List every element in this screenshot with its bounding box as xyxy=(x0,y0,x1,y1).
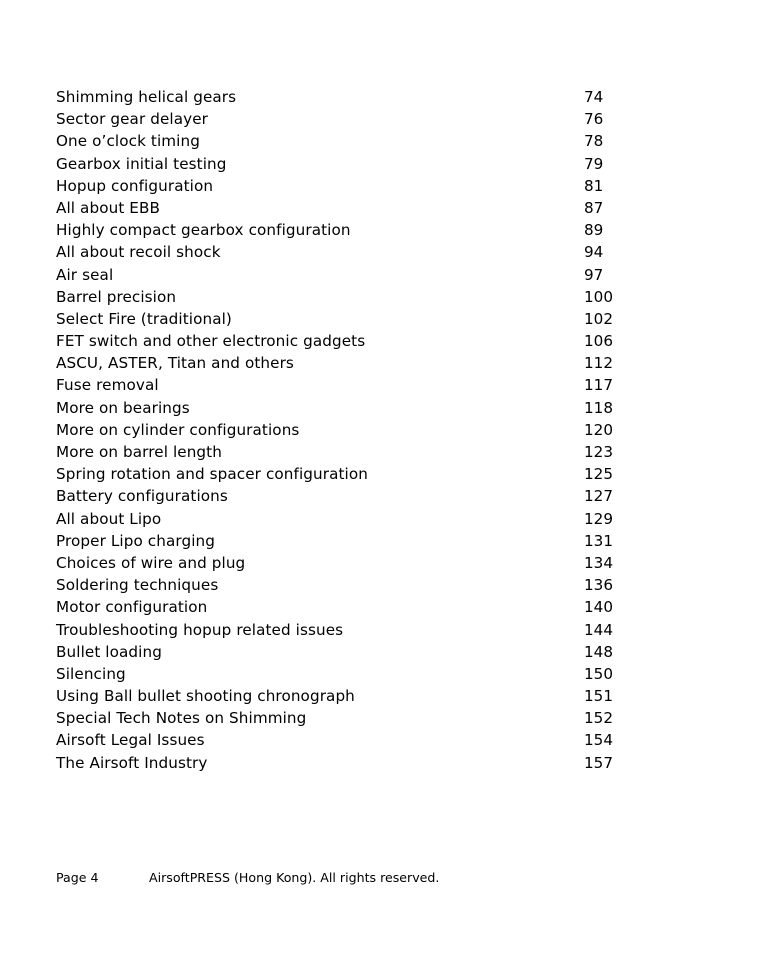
toc-entry-title: Select Fire (traditional) xyxy=(56,309,232,328)
toc-entry-page-number: 120 xyxy=(584,420,613,439)
toc-entry-title: Airsoft Legal Issues xyxy=(56,731,205,750)
toc-entry[interactable] xyxy=(56,197,656,219)
toc-entry-page-number: 144 xyxy=(584,620,613,639)
toc-entry-title: Using Ball bullet shooting chronograph xyxy=(56,687,355,706)
toc-entry[interactable] xyxy=(56,86,656,108)
toc-entry-page-number: 112 xyxy=(584,354,613,373)
toc-entry-inner xyxy=(56,175,656,197)
toc-entry-inner xyxy=(56,308,656,330)
toc-entry-page-number: 100 xyxy=(584,287,613,306)
toc-entry-inner xyxy=(56,397,656,419)
toc-entry-page-number: 76 xyxy=(584,110,604,129)
toc-entry-title: More on cylinder configurations xyxy=(56,420,300,439)
toc-entry[interactable] xyxy=(56,641,656,663)
toc-entry-title: Spring rotation and spacer configuration xyxy=(56,465,368,484)
toc-entry[interactable] xyxy=(56,397,656,419)
toc-entry-page-number: 151 xyxy=(584,687,613,706)
toc-entry-page-number: 154 xyxy=(584,731,613,750)
toc-entry-inner xyxy=(56,286,656,308)
toc-entry-page-number: 152 xyxy=(584,709,613,728)
toc-entry[interactable] xyxy=(56,108,656,130)
toc-entry-title: The Airsoft Industry xyxy=(56,753,208,772)
toc-entry-page-number: 118 xyxy=(584,398,613,417)
toc-entry-title: Highly compact gearbox configuration xyxy=(56,221,351,240)
toc-entry[interactable] xyxy=(56,153,656,175)
toc-entry-title: All about recoil shock xyxy=(56,243,221,262)
toc-entry-title: Silencing xyxy=(56,664,126,683)
toc-entry[interactable] xyxy=(56,419,656,441)
toc-entry[interactable] xyxy=(56,729,656,751)
toc-entry-page-number: 136 xyxy=(584,576,613,595)
toc-entry-page-number: 79 xyxy=(584,154,604,173)
toc-entry-inner xyxy=(56,86,656,108)
toc-entry[interactable] xyxy=(56,175,656,197)
toc-entry-inner xyxy=(56,508,656,530)
toc-entry-inner xyxy=(56,707,656,729)
toc-entry-title: All about Lipo xyxy=(56,509,162,528)
toc-entry-inner xyxy=(56,619,656,641)
toc-entry-page-number: 123 xyxy=(584,443,613,461)
toc-entry[interactable] xyxy=(56,308,656,330)
toc-entry-title: Troubleshooting hopup related issues xyxy=(56,620,344,639)
table-of-contents xyxy=(56,86,656,774)
toc-entry-page-number: 131 xyxy=(584,531,613,550)
footer-page-label: Page 4 xyxy=(56,870,99,885)
toc-entry-inner xyxy=(56,641,656,663)
toc-entry[interactable] xyxy=(56,374,656,396)
toc-entry-inner xyxy=(56,574,656,596)
toc-entry-inner xyxy=(56,352,656,374)
toc-entry-title: FET switch and other electronic gadgets xyxy=(56,332,366,351)
toc-entry-title: Motor configuration xyxy=(56,598,208,617)
toc-entry-inner xyxy=(56,685,656,707)
toc-entry-page-number: 134 xyxy=(584,553,613,572)
toc-entry[interactable] xyxy=(56,352,656,374)
toc-entry-title: Gearbox initial testing xyxy=(56,154,227,173)
toc-entry-title: Bullet loading xyxy=(56,642,162,661)
toc-entry-page-number: 94 xyxy=(584,243,604,262)
toc-entry-title: Soldering techniques xyxy=(56,576,219,595)
toc-entry-inner xyxy=(56,463,656,485)
toc-entry-inner xyxy=(56,663,656,685)
toc-entry[interactable] xyxy=(56,219,656,241)
toc-entry[interactable] xyxy=(56,596,656,618)
toc-entry-page-number: 97 xyxy=(584,265,604,284)
toc-entry-title: Special Tech Notes on Shimming xyxy=(56,709,307,728)
toc-entry-page-number: 140 xyxy=(584,598,613,617)
toc-entry-inner xyxy=(56,108,656,130)
toc-entry[interactable] xyxy=(56,130,656,152)
toc-entry-title: One o’clock timing xyxy=(56,132,200,151)
toc-entry-inner xyxy=(56,219,656,241)
page-footer xyxy=(56,870,676,885)
toc-entry-page-number: 150 xyxy=(584,664,613,683)
toc-entry-title: Sector gear delayer xyxy=(56,110,209,129)
toc-entry-page-number: 89 xyxy=(584,221,604,240)
toc-entry[interactable] xyxy=(56,707,656,729)
toc-entry-inner xyxy=(56,153,656,175)
toc-entry-title: Fuse removal xyxy=(56,376,159,395)
toc-entry-title: More on bearings xyxy=(56,398,190,417)
toc-entry[interactable] xyxy=(56,330,656,352)
toc-entry-title: Hopup configuration xyxy=(56,176,214,195)
toc-entry-title: Shimming helical gears xyxy=(56,88,237,106)
footer-copyright: AirsoftPRESS (Hong Kong). All rights reserved. xyxy=(149,870,440,885)
toc-entry-page-number: 78 xyxy=(584,132,604,151)
toc-entry-title: Barrel precision xyxy=(56,287,177,306)
toc-entry-page-number: 81 xyxy=(584,176,604,195)
toc-entry[interactable] xyxy=(56,241,656,263)
toc-entry-inner xyxy=(56,419,656,441)
toc-entry[interactable] xyxy=(56,619,656,641)
toc-entry-inner xyxy=(56,374,656,396)
toc-entry[interactable] xyxy=(56,752,656,774)
toc-entry[interactable] xyxy=(56,441,656,463)
toc-entry-inner xyxy=(56,552,656,574)
toc-entry-inner xyxy=(56,752,656,774)
toc-entry-page-number: 106 xyxy=(584,332,613,351)
toc-entry-page-number: 125 xyxy=(584,465,613,484)
toc-entry-page-number: 157 xyxy=(584,753,613,772)
toc-entry-title: More on barrel length xyxy=(56,443,222,461)
toc-entry[interactable] xyxy=(56,530,656,552)
toc-entry-inner xyxy=(56,241,656,263)
toc-entry[interactable] xyxy=(56,685,656,707)
toc-entry[interactable] xyxy=(56,552,656,574)
toc-entry-page-number: 102 xyxy=(584,309,613,328)
toc-entry-title: Battery configurations xyxy=(56,487,228,506)
toc-entry-title: All about EBB xyxy=(56,198,161,217)
toc-entry-inner xyxy=(56,330,656,352)
toc-entry-page-number: 148 xyxy=(584,642,613,661)
toc-entry[interactable] xyxy=(56,485,656,507)
toc-entry-page-number: 129 xyxy=(584,509,613,528)
toc-entry-inner xyxy=(56,596,656,618)
toc-entry-page-number: 87 xyxy=(584,198,604,217)
toc-entry-inner xyxy=(56,485,656,507)
toc-entry-inner xyxy=(56,530,656,552)
toc-entry-title: ASCU, ASTER, Titan and others xyxy=(56,354,294,373)
toc-entry-inner xyxy=(56,264,656,286)
toc-entry-inner xyxy=(56,197,656,219)
toc-entry-title: Air seal xyxy=(56,265,114,284)
toc-entry-title: Proper Lipo charging xyxy=(56,531,215,550)
toc-entry-title: Choices of wire and plug xyxy=(56,553,246,572)
toc-entry-page-number: 74 xyxy=(584,88,604,106)
toc-entry[interactable] xyxy=(56,463,656,485)
toc-entry[interactable] xyxy=(56,574,656,596)
toc-entry[interactable] xyxy=(56,264,656,286)
toc-entry[interactable] xyxy=(56,663,656,685)
toc-entry-inner xyxy=(56,729,656,751)
toc-entry[interactable] xyxy=(56,286,656,308)
toc-entry-page-number: 117 xyxy=(584,376,613,395)
toc-entry-page-number: 127 xyxy=(584,487,613,506)
toc-entry[interactable] xyxy=(56,508,656,530)
toc-entry-inner xyxy=(56,441,656,463)
toc-entry-inner xyxy=(56,130,656,152)
